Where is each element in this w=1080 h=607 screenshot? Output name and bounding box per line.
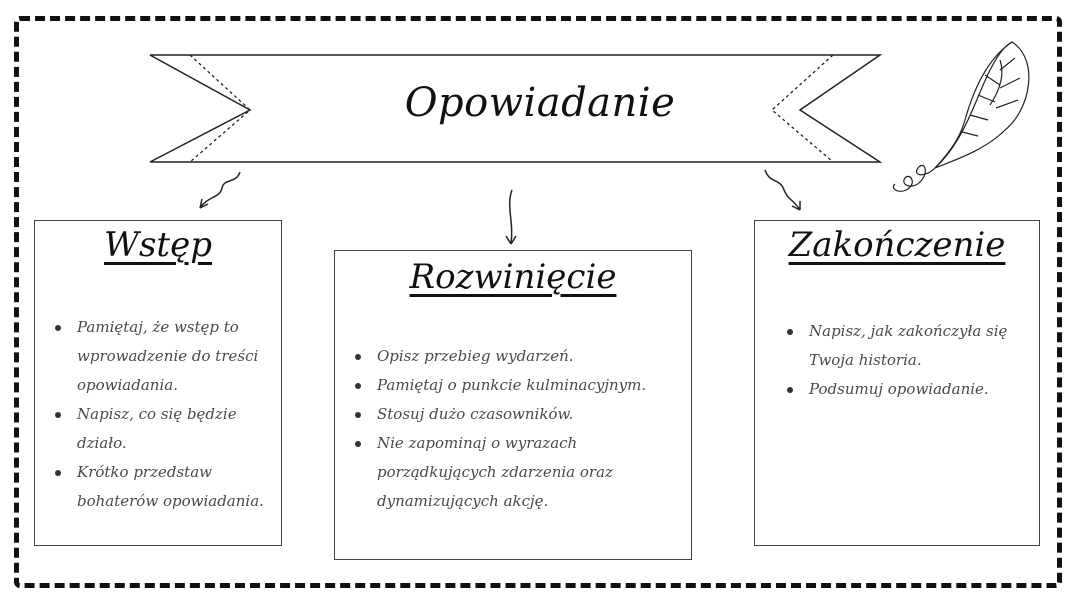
list-item: Opisz przebieg wydarzeń. xyxy=(351,342,673,371)
box-body-title: Rozwinięcie xyxy=(409,257,617,297)
list-item: Podsumuj opowiadanie. xyxy=(783,375,1023,404)
feather-quill-icon xyxy=(893,42,1028,191)
curly-arrow-icon xyxy=(200,170,800,244)
box-intro xyxy=(34,220,282,546)
box-intro-list xyxy=(51,313,273,516)
box-body xyxy=(334,250,692,560)
box-intro-title: Wstęp xyxy=(104,225,212,265)
list-item: Napisz, jak zakończyła się Twoja historia. xyxy=(783,317,1023,375)
banner-title: Opowiadanie xyxy=(404,80,676,126)
box-ending-title: Zakończenie xyxy=(788,225,1006,265)
box-ending-list xyxy=(783,317,1023,404)
box-body-list xyxy=(351,342,673,516)
list-item: Nie zapominaj o wyrazach porządkujących zdarzenia oraz dynamizujących akcję. xyxy=(351,429,673,516)
box-ending xyxy=(754,220,1040,546)
list-item: Pamiętaj o punkcie kulminacyjnym. xyxy=(351,371,673,400)
list-item: Stosuj dużo czasowników. xyxy=(351,400,673,429)
list-item: Pamiętaj, że wstęp to wprowadzenie do treści opowiadania. xyxy=(51,313,273,400)
list-item: Krótko przedstaw bohaterów opowiadania. xyxy=(51,458,273,516)
list-item: Napisz, co się będzie działo. xyxy=(51,400,273,458)
